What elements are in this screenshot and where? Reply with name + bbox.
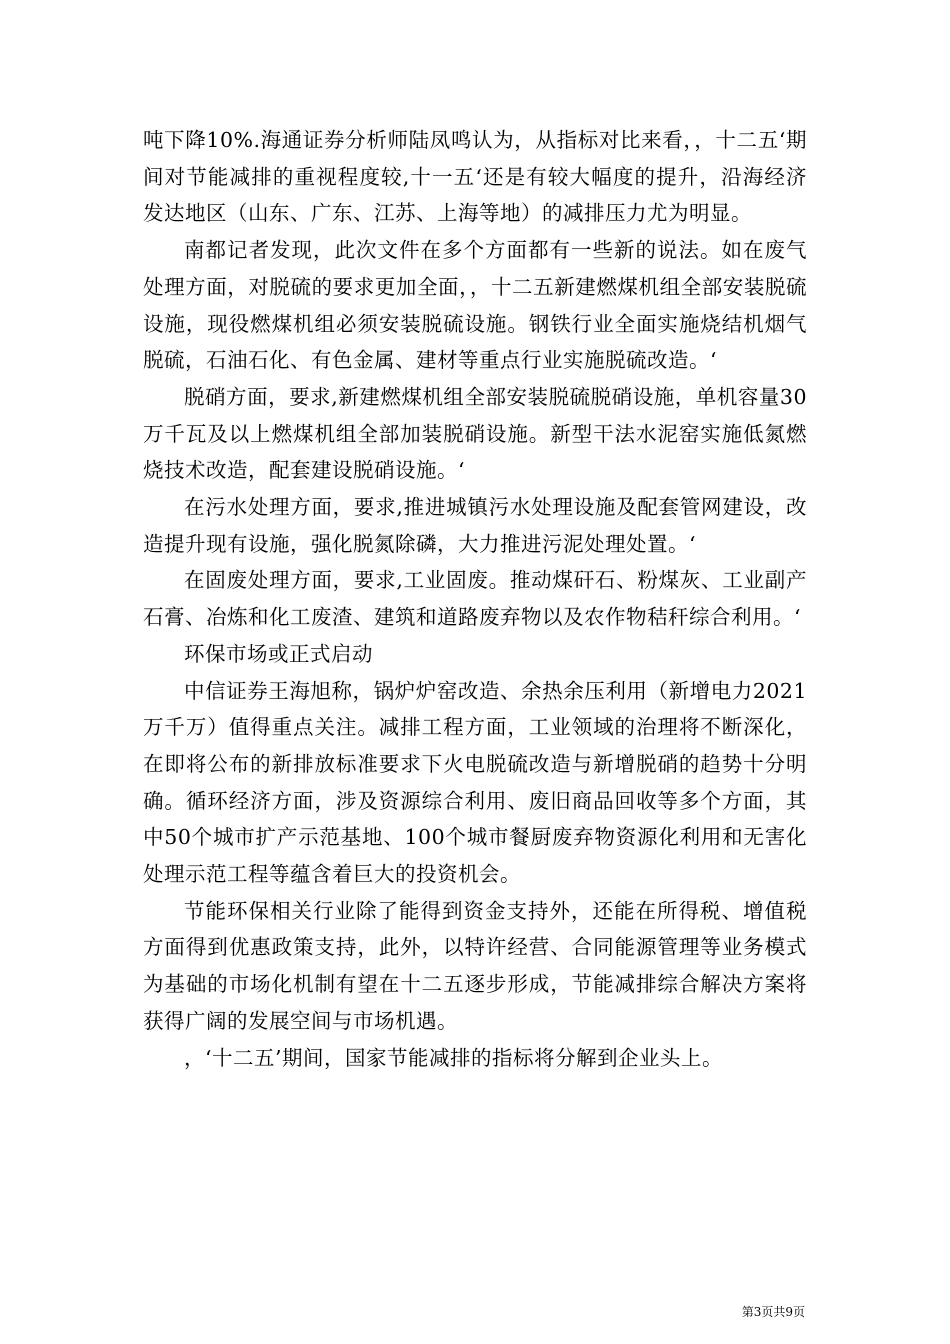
paragraph-2: 南都记者发现，此次文件在多个方面都有一些新的说法。如在废气处理方面，对脱硫的要求更加全面，，十二五新建燃煤机组全部安装脱硫设施，现役燃煤机组必须安装脱硫设施。钢铁行业全面实施烧结机烟气脱硫，石油石化、有色金属、建材等重点行业实施脱硫改造。‘ <box>143 238 807 373</box>
paragraph-8: 节能环保相关行业除了能得到资金支持外，还能在所得税、增值税方面得到优惠政策支持，此外，以特许经营、合同能源管理等业务模式为基础的市场化机制有望在十二五逐步形成，节能减排综合解决方案将获得广阔的发展空间与市场机遇。 <box>143 898 807 1033</box>
page-number: 第3页共9页 <box>741 1305 805 1319</box>
paragraph-5: 在固废处理方面，要求,工业固废。推动煤矸石、粉煤灰、工业副产石膏、冶炼和化工废渣、建筑和道路废弃物以及农作物秸秆综合利用。‘ <box>143 568 807 630</box>
paragraph-7: 中信证券王海旭称，锅炉炉窑改造、余热余压利用（新增电力2021万千万）值得重点关注。减排工程方面，工业领域的治理将不断深化，在即将公布的新排放标准要求下火电脱硫改造与新增脱硝的趋势十分明确。循环经济方面，涉及资源综合利用、废旧商品回收等多个方面，其中50个城市扩产示范基地、100个城市餐厨废弃物资源化利用和无害化处理示范工程等蕴含着巨大的投资机会。 <box>143 678 807 887</box>
section-heading: 环保市场或正式启动 <box>184 641 373 666</box>
paragraph-4: 在污水处理方面，要求,推进城镇污水处理设施及配套管网建设，改造提升现有设施，强化脱氮除磷，大力推进污泥处理处置。‘ <box>143 495 807 556</box>
paragraph-3: 脱硝方面，要求,新建燃煤机组全部安装脱硫脱硝设施，单机容量30万千瓦及以上燃煤机组全部加装脱硝设施。新型干法水泥窑实施低氮燃烧技术改造，配套建设脱硝设施。‘ <box>143 384 807 483</box>
document-body <box>143 122 807 1076</box>
paragraph-1: 吨下降10%.海通证券分析师陆凤鸣认为，从指标对比来看，，十二五‘期间对节能减排的重视程度较,十一五‘还是有较大幅度的提升，沿海经济发达地区（山东、广东、江苏、上海等地）的减排压力尤为明显。 <box>143 128 807 226</box>
paragraph-9: ，‘十二五’期间，国家节能减排的指标将分解到企业头上。 <box>184 1045 724 1070</box>
